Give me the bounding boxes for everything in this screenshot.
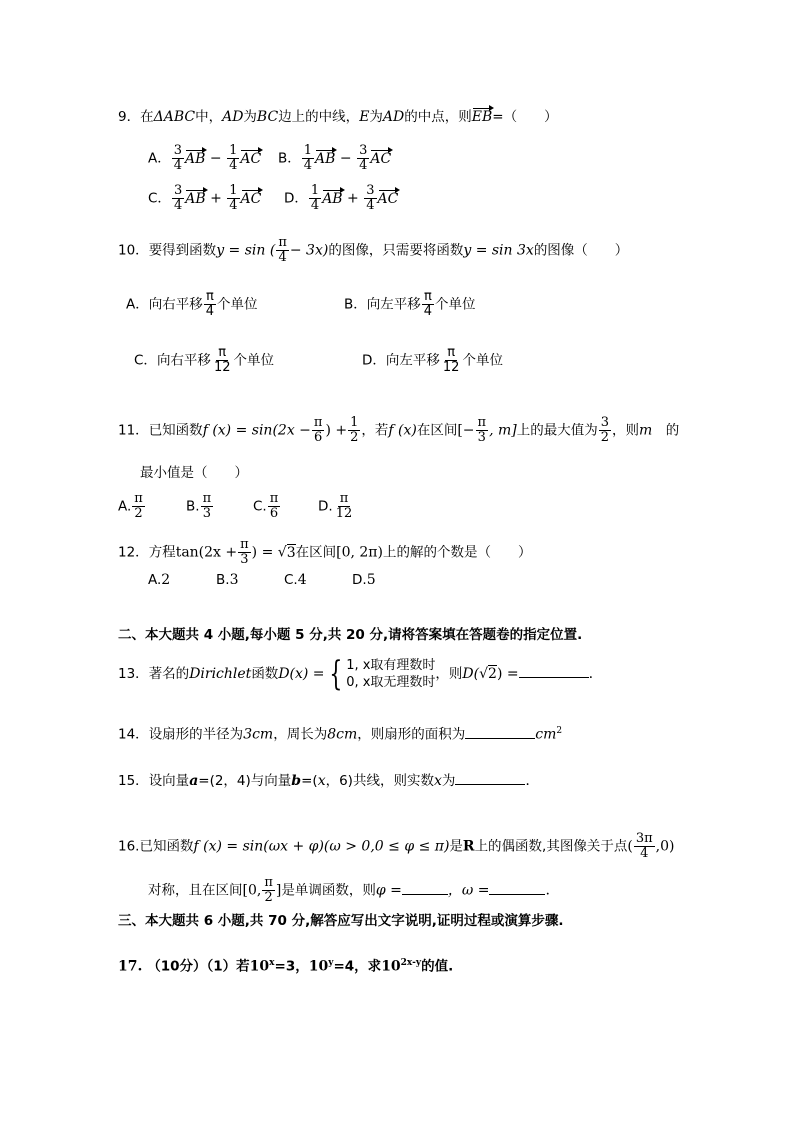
question-11: 11．已知函数f (x) = sin(2x − $\frac{\pi}{6}$ ) + $\frac{1}{2}$ ，若f (x)在区间[− $\frac{\pi}{3}$ , m]上的最大值为 $\frac{3}{2}$ ，则m 的 <box>118 415 680 445</box>
q11-option-b: B. $\frac{\pi}{3}$ <box>186 491 212 521</box>
q9-option-a: A． $\frac{3}{4}$ AB − $\frac{1}{4}$ AC <box>148 143 262 173</box>
sqrt-3: 3 <box>286 544 296 561</box>
section-3-heading: 三、本大题共 6 小题,共 70 分,解答应写出文字说明,证明过程或演算步骤. <box>118 913 564 929</box>
question-9: 9．在ΔABC中，AD为BC边上的中线，E为AD的中点，则EB=（ ） <box>118 109 558 125</box>
question-12: 12．方程tan(2x + $\frac{\pi}{3}$ ) = √3在区间[0, 2π)上的解的个数是（ ） <box>118 537 532 567</box>
fraction: $\frac{3}{4}$ <box>173 143 183 173</box>
answer-blank-15[interactable] <box>455 772 525 785</box>
answer-blank-14[interactable] <box>465 726 535 739</box>
question-16: 16.已知函数f (x) = sin(ωx + φ)(ω > 0,0 ≤ φ ≤ π)是R上的偶函数,其图像关于点( $\frac{3\pi}{4}$ ,0) <box>118 831 675 861</box>
q10-option-c: C．向右平移 $\frac{\pi}{12}$ 个单位 <box>134 345 274 375</box>
q12-options <box>148 571 420 589</box>
q10-option-d: D．向左平移 $\frac{\pi}{12}$ 个单位 <box>362 345 503 375</box>
piecewise-brace: { 1, x取有理数时 0, x取无理数时 <box>328 654 436 694</box>
q9-option-b: B． $\frac{1}{4}$ AB − $\frac{3}{4}$ AC <box>278 143 392 173</box>
question-13: 13．著名的Dirichlet函数D(x) = { 1, x取有理数时 0, x取无理数时 ，则D(√2) = . <box>118 654 594 694</box>
q12-option-b: B.3 <box>216 572 239 588</box>
q9-option-c: C． $\frac{3}{4}$ AB + $\frac{1}{4}$ AC <box>148 183 262 213</box>
q12-option-a: A.2 <box>148 572 171 588</box>
q11-option-a: A. $\frac{\pi}{2}$ <box>118 491 143 521</box>
answer-blank-16-phi[interactable] <box>402 882 448 895</box>
q11-option-c: C. $\frac{\pi}{6}$ <box>253 491 279 521</box>
question-14: 14．设扇形的半径为3cm，周长为8cm，则扇形的面积为 $cm^2$ <box>118 726 563 743</box>
answer-blank-13[interactable] <box>519 665 589 678</box>
q12-option-c: C.4 <box>284 572 307 588</box>
question-15: 15．设向量a=(2，4)与向量b=(x，6)共线，则实数x为 . <box>118 773 530 789</box>
vector-eb: EB <box>471 109 493 125</box>
q12-option-d: D.5 <box>352 572 376 588</box>
question-16-line2: 对称，且在区间[0, $\frac{\pi}{2}$ ]是单调函数，则φ = ，ω = . <box>148 875 550 905</box>
question-17: 17. （10分）（1）若$10^x=3$，$10^y=4$，求$10^{2x-y}$的值. <box>118 958 454 975</box>
q9-option-d: D． $\frac{1}{4}$ AB + $\frac{3}{4}$ AC <box>284 183 399 213</box>
question-10: 10．要得到函数y = sin ( $\frac{\pi}{4}$ − 3x)的图像，只需要将函数y = sin 3x的图像（ ） <box>118 235 629 265</box>
q10-option-b: B．向左平移 $\frac{\pi}{4}$ 个单位 <box>344 289 476 319</box>
answer-blank-16-omega[interactable] <box>489 882 545 895</box>
q11-line2: 最小值是（ ） <box>140 465 248 481</box>
q10-option-a: A．向右平移 $\frac{\pi}{4}$ 个单位 <box>126 289 258 319</box>
section-2-heading: 二、本大题共 4 小题,每小题 5 分,共 20 分,请将答案填在答题卷的指定位置. <box>118 627 583 643</box>
q11-option-d: D. $\frac{\pi}{12}$ <box>318 491 353 521</box>
